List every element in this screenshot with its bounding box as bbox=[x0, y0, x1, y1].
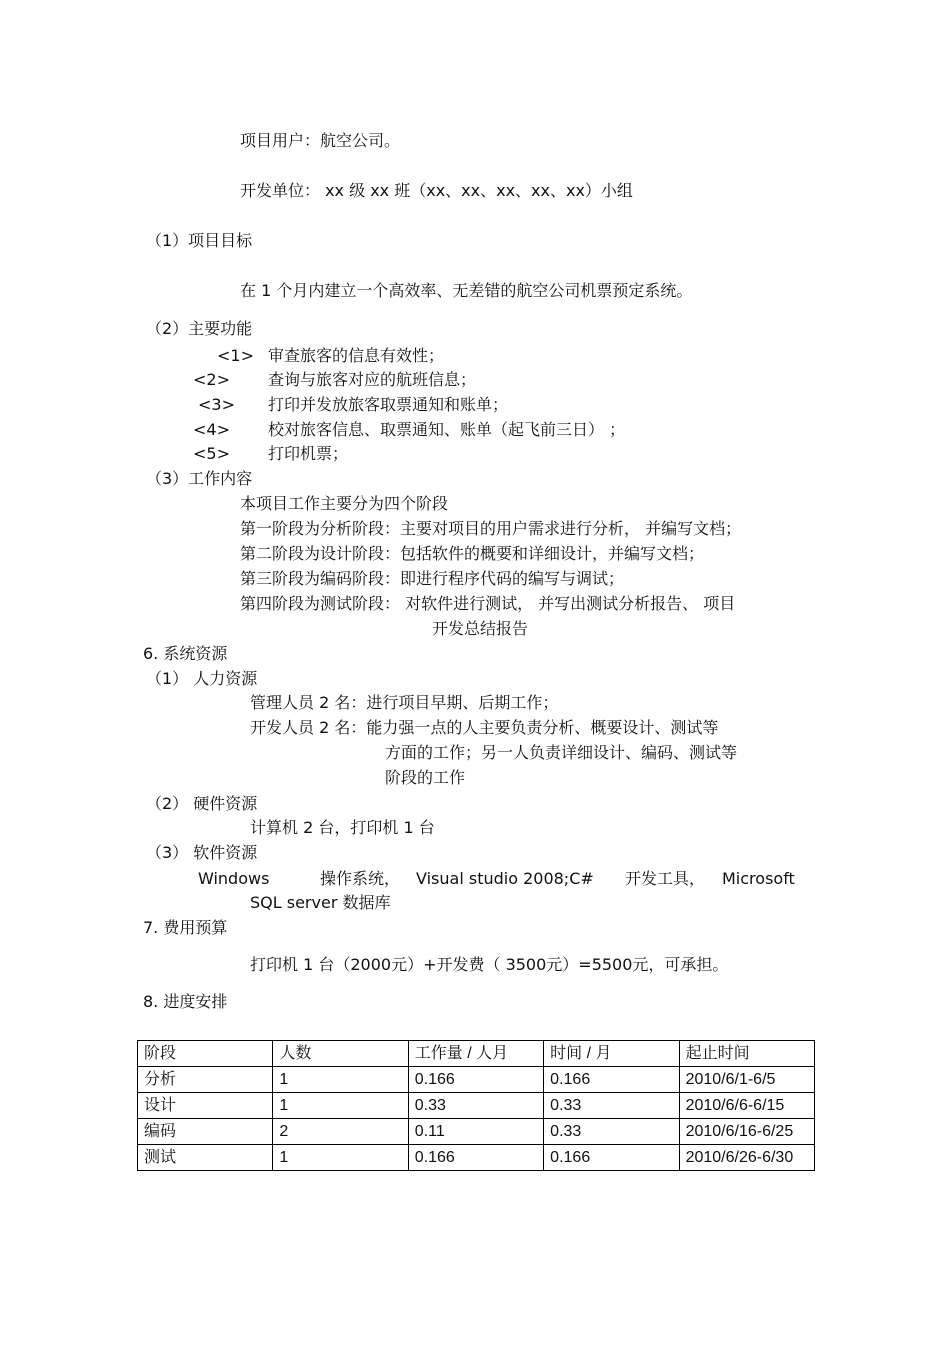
stage-line: 第二阶段为设计阶段：包括软件的概要和详细设计，并编写文档； bbox=[240, 544, 705, 563]
hardware-heading: （2） 硬件资源 bbox=[146, 794, 258, 813]
table-cell: 1 bbox=[273, 1093, 408, 1119]
function-text: 审查旅客的信息有效性； bbox=[268, 346, 445, 365]
developer-line-continued: 阶段的工作 bbox=[385, 768, 466, 787]
schedule-heading: 8. 进度安排 bbox=[143, 992, 228, 1011]
function-text: 校对旅客信息、取票通知、账单（起飞前三日） ； bbox=[268, 420, 626, 439]
stage-line: 第四阶段为测试阶段： 对软件进行测试， 并写出测试分析报告、 项目 bbox=[240, 594, 736, 613]
column-header: 时间 / 月 bbox=[544, 1041, 679, 1067]
function-text: 打印并发放旅客取票通知和账单； bbox=[268, 395, 509, 414]
goal-text: 在 1 个月内建立一个高效率、无差错的航空公司机票预定系统。 bbox=[240, 281, 693, 300]
table-cell: 2010/6/26-6/30 bbox=[679, 1145, 814, 1171]
table-cell: 编码 bbox=[138, 1119, 273, 1145]
column-header: 人数 bbox=[273, 1041, 408, 1067]
budget-heading: 7. 费用预算 bbox=[143, 918, 228, 937]
table-header-row bbox=[138, 1041, 815, 1067]
table-cell: 0.33 bbox=[544, 1093, 679, 1119]
table-cell: 2010/6/16-6/25 bbox=[679, 1119, 814, 1145]
table-cell: 0.33 bbox=[544, 1119, 679, 1145]
table-row bbox=[138, 1093, 815, 1119]
functions-heading: （2）主要功能 bbox=[146, 319, 253, 338]
function-num: <4> bbox=[193, 420, 230, 439]
goal-heading: （1）项目目标 bbox=[146, 231, 253, 250]
table-cell: 测试 bbox=[138, 1145, 273, 1171]
hardware-line: 计算机 2 台，打印机 1 台 bbox=[250, 818, 435, 837]
software-heading: （3） 软件资源 bbox=[146, 843, 258, 862]
project-developer: 开发单位： xx 级 xx 班（xx、xx、xx、xx、xx）小组 bbox=[240, 181, 633, 200]
table-cell: 1 bbox=[273, 1067, 408, 1093]
column-header: 工作量 / 人月 bbox=[408, 1041, 543, 1067]
stage-line-continued: 开发总结报告 bbox=[432, 619, 529, 638]
table-cell: 分析 bbox=[138, 1067, 273, 1093]
work-intro: 本项目工作主要分为四个阶段 bbox=[240, 494, 449, 513]
table-cell: 2 bbox=[273, 1119, 408, 1145]
table-cell: 0.33 bbox=[408, 1093, 543, 1119]
table-cell: 0.166 bbox=[408, 1145, 543, 1171]
function-num: <1> bbox=[217, 346, 254, 365]
software-db: SQL server 数据库 bbox=[250, 893, 391, 912]
resources-heading: 6. 系统资源 bbox=[143, 644, 228, 663]
software-os-label: 操作系统， bbox=[320, 869, 401, 888]
function-num: <5> bbox=[193, 444, 230, 463]
table-cell: 2010/6/6-6/15 bbox=[679, 1093, 814, 1119]
developer-line-continued: 方面的工作；另一人负责详细设计、编码、测试等 bbox=[385, 743, 738, 762]
manager-line: 管理人员 2 名：进行项目早期、后期工作； bbox=[250, 693, 559, 712]
table-cell: 2010/6/1-6/5 bbox=[679, 1067, 814, 1093]
developer-line: 开发人员 2 名：能力强一点的人主要负责分析、概要设计、测试等 bbox=[250, 718, 719, 737]
table-row bbox=[138, 1067, 815, 1093]
stage-line: 第一阶段为分析阶段：主要对项目的用户需求进行分析， 并编写文档； bbox=[240, 519, 742, 538]
table-cell: 0.11 bbox=[408, 1119, 543, 1145]
function-text: 查询与旅客对应的航班信息； bbox=[268, 370, 477, 389]
column-header: 阶段 bbox=[138, 1041, 273, 1067]
function-num: <2> bbox=[193, 370, 230, 389]
function-num: <3> bbox=[198, 395, 235, 414]
function-text: 打印机票； bbox=[268, 444, 349, 463]
column-header: 起止时间 bbox=[679, 1041, 814, 1067]
software-db-vendor: Microsoft bbox=[722, 869, 795, 888]
table-cell: 0.166 bbox=[544, 1067, 679, 1093]
software-os: Windows bbox=[198, 869, 270, 888]
project-user: 项目用户：航空公司。 bbox=[240, 131, 401, 150]
table-cell: 1 bbox=[273, 1145, 408, 1171]
table-row bbox=[138, 1145, 815, 1171]
stage-line: 第三阶段为编码阶段：即进行程序代码的编写与调试； bbox=[240, 569, 625, 588]
schedule-table bbox=[137, 1040, 815, 1171]
table-cell: 设计 bbox=[138, 1093, 273, 1119]
table-cell: 0.166 bbox=[544, 1145, 679, 1171]
software-ide-label: 开发工具， bbox=[625, 869, 706, 888]
human-resources-heading: （1） 人力资源 bbox=[146, 669, 258, 688]
software-ide: Visual studio 2008;C# bbox=[416, 869, 594, 888]
table-cell: 0.166 bbox=[408, 1067, 543, 1093]
budget-text: 打印机 1 台（2000元）+开发费（ 3500元）=5500元，可承担。 bbox=[250, 955, 729, 974]
work-heading: （3）工作内容 bbox=[146, 469, 253, 488]
table-row bbox=[138, 1119, 815, 1145]
